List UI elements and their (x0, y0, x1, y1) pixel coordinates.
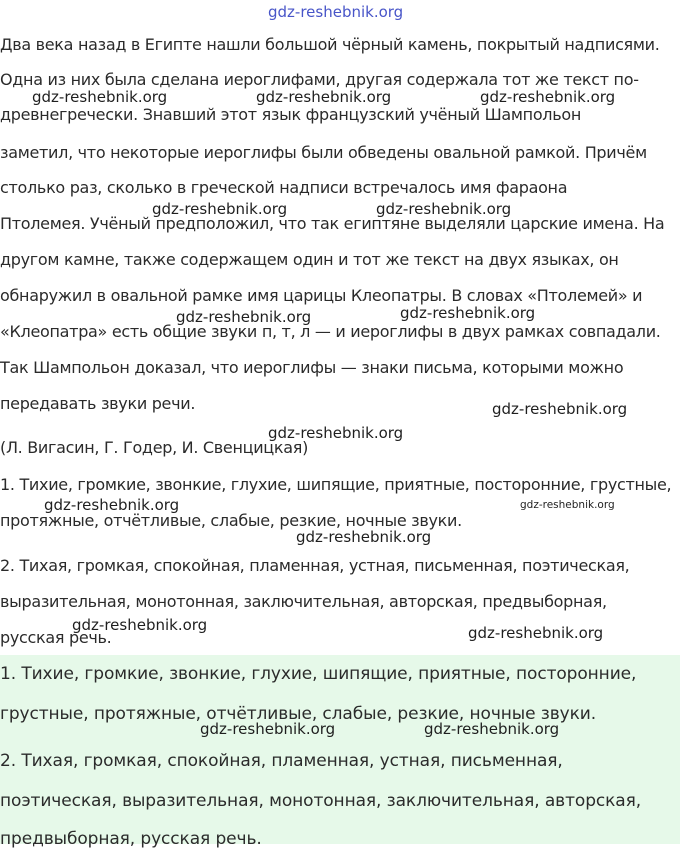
watermark: gdz-reshebnik.org (256, 88, 392, 106)
answer-box (0, 655, 680, 849)
watermark: gdz-reshebnik.org (44, 496, 180, 514)
text-line: Птолемея. Учёный предположил, что так египтяне выделяли царские имена. На (0, 214, 665, 233)
text-line: столько раз, сколько в греческой надписи встречалось имя фараона (0, 178, 568, 197)
text-line: Два века назад в Египте нашли большой чёрный камень, покрытый надписями. (0, 35, 660, 54)
text-line: передавать звуки речи. (0, 394, 196, 413)
watermark: gdz-reshebnik.org (400, 304, 536, 322)
answer-line: 1. Тихие, громкие, звонкие, глухие, шипящие, приятные, посторонние, (0, 664, 637, 684)
answer-line: предвыборная, русская речь. (0, 829, 262, 849)
watermark: gdz-reshebnik.org (480, 88, 616, 106)
text-line: древнегречески. Знавший этот язык французский учёный Шампольон (0, 105, 582, 124)
text-line: 2. Тихая, громкая, спокойная, пламенная, устная, письменная, поэтическая, (0, 556, 630, 575)
watermark: gdz-reshebnik.org (492, 400, 628, 418)
text-line: русская речь. (0, 628, 112, 647)
text-line: Так Шампольон доказал, что иероглифы — знаки письма, которыми можно (0, 358, 624, 377)
watermark: gdz-reshebnik.org (520, 499, 615, 511)
watermark: gdz-reshebnik.org (176, 308, 312, 326)
watermark: gdz-reshebnik.org (32, 88, 168, 106)
text-line: заметил, что некоторые иероглифы были обведены овальной рамкой. Причём (0, 143, 647, 162)
text-line: выразительная, монотонная, заключительная, авторская, предвыборная, (0, 592, 607, 611)
text-line: «Клеопатра» есть общие звуки п, т, л — и иероглифы в двух рамках совпадали. (0, 322, 661, 341)
watermark: gdz-reshebnik.org (268, 3, 404, 21)
text-line: обнаружил в овальной рамке имя царицы Клеопатры. В словах «Птолемей» и (0, 286, 643, 305)
text-line: 1. Тихие, громкие, звонкие, глухие, шипящие, приятные, посторонние, грустные, (0, 475, 672, 494)
watermark: gdz-reshebnik.org (376, 200, 512, 218)
answer-line: грустные, протяжные, отчётливые, слабые, резкие, ночные звуки. (0, 704, 596, 724)
watermark: gdz-reshebnik.org (200, 720, 336, 738)
watermark: gdz-reshebnik.org (424, 720, 560, 738)
text-line: другом камне, также содержащем один и тот же текст на двух языках, он (0, 250, 619, 269)
watermark: gdz-reshebnik.org (296, 528, 432, 546)
citation: (Л. Вигасин, Г. Годер, И. Свенцицкая) (0, 438, 309, 457)
answer-line: поэтическая, выразительная, монотонная, заключительная, авторская, (0, 791, 642, 811)
answer-line: 2. Тихая, громкая, спокойная, пламенная, устная, письменная, (0, 751, 563, 771)
text-line: Одна из них была сделана иероглифами, другая содержала тот же текст по- (0, 70, 639, 89)
watermark: gdz-reshebnik.org (468, 624, 604, 642)
watermark: gdz-reshebnik.org (152, 200, 288, 218)
watermark: gdz-reshebnik.org (72, 616, 208, 634)
watermark: gdz-reshebnik.org (268, 424, 404, 442)
text-line: протяжные, отчётливые, слабые, резкие, ночные звуки. (0, 511, 462, 530)
